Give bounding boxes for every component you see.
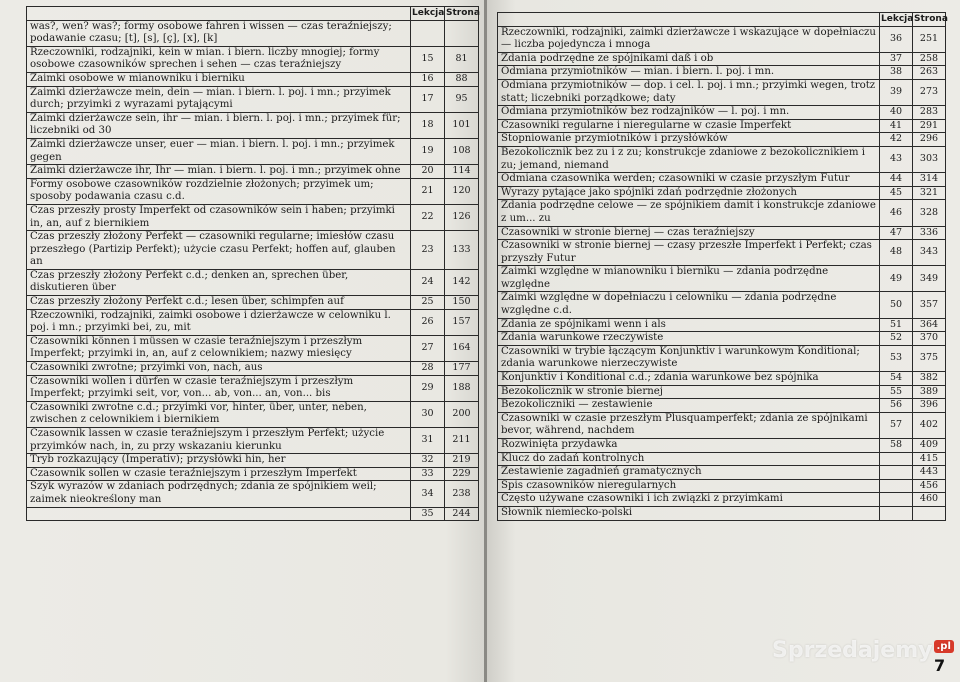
toc-lesson-number (880, 466, 913, 480)
toc-row (498, 466, 946, 480)
toc-page-number: 375 (913, 345, 946, 371)
toc-row (27, 428, 479, 454)
toc-row (498, 318, 946, 332)
toc-topic: Zaimki względne w dopełniaczu i celowniku — zdania podrzędne względne c.d. (498, 292, 880, 318)
toc-row (27, 86, 479, 112)
toc-row (498, 79, 946, 105)
toc-page-number: 219 (445, 454, 479, 468)
toc-row (27, 507, 479, 521)
toc-row (27, 138, 479, 164)
right-toc-table (497, 12, 946, 521)
toc-lesson-number: 39 (880, 79, 913, 105)
toc-page-number: 336 (913, 226, 946, 240)
toc-page-number (913, 506, 946, 520)
toc-page-number: 142 (445, 269, 479, 295)
toc-row (27, 20, 479, 46)
toc-topic: Klucz do zadań kontrolnych (498, 452, 880, 466)
toc-lesson-number: 19 (411, 138, 445, 164)
toc-topic: Czasowniki w czasie przeszłym Plusquamperfekt; zdania ze spójnikami bevor, während, nachdem (498, 412, 880, 438)
toc-row (27, 112, 479, 138)
toc-topic: Czas przeszły złożony Perfekt c.d.; denken an, sprechen über, diskutieren über (27, 269, 411, 295)
toc-topic: Zaimki dzierżawcze ihr, Ihr — mian. i biern. l. poj. i mn.; przyimek ohne (27, 165, 411, 179)
toc-page-number: 263 (913, 66, 946, 80)
toc-row (498, 66, 946, 80)
toc-topic: Zaimki dzierżawcze sein, ihr — mian. i biern. l. poj. i mn.; przyimek für; liczebniki od 30 (27, 112, 411, 138)
toc-page-number: 108 (445, 138, 479, 164)
toc-row (498, 493, 946, 507)
toc-row (27, 467, 479, 481)
toc-page-number: 133 (445, 231, 479, 270)
toc-lesson-number: 25 (411, 296, 445, 310)
toc-page-number: 389 (913, 385, 946, 399)
toc-lesson-number: 33 (411, 467, 445, 481)
topic-column-header (498, 13, 880, 27)
toc-row (498, 186, 946, 200)
toc-lesson-number: 47 (880, 226, 913, 240)
toc-topic: Czasowniki w stronie biernej — czas teraźniejszy (498, 226, 880, 240)
toc-page-number: 296 (913, 133, 946, 147)
toc-lesson-number: 50 (880, 292, 913, 318)
toc-page-number: 244 (445, 507, 479, 521)
toc-page-number (445, 20, 479, 46)
toc-row (27, 178, 479, 204)
toc-topic: Zdania podrzędne ze spójnikami daß i ob (498, 52, 880, 66)
toc-topic: Bezokolicznik bez zu i z zu; konstrukcje zdaniowe z bezokolicznikiem i zu; jemand, niemand (498, 146, 880, 172)
toc-topic: Czas przeszły prosty Imperfekt od czasowników sein i haben; przyimki in, an, auf z biernikiem (27, 204, 411, 230)
toc-lesson-number: 18 (411, 112, 445, 138)
toc-page-number: 211 (445, 428, 479, 454)
left-toc-body (27, 20, 479, 521)
toc-row (27, 72, 479, 86)
toc-page-number: 229 (445, 467, 479, 481)
toc-topic: Rzeczowniki, rodzajniki, kein w mian. i biern. liczby mnogiej; formy osobowe czasowników sprechen i sehen — czas teraźniejszy (27, 46, 411, 72)
toc-topic: Odmiana czasownika werden; czasowniki w czasie przyszłym Futur (498, 173, 880, 187)
toc-lesson-number: 48 (880, 240, 913, 266)
toc-topic: Czasownik lassen w czasie teraźniejszym i przeszłym Perfekt; użycie przyimków nach, in, zu przy wskazaniu kierunku (27, 428, 411, 454)
toc-lesson-number: 30 (411, 401, 445, 427)
toc-lesson-number: 44 (880, 173, 913, 187)
toc-lesson-number: 40 (880, 106, 913, 120)
toc-row (27, 362, 479, 376)
toc-lesson-number (880, 479, 913, 493)
toc-page-number: 95 (445, 86, 479, 112)
lekcja-column-header: Lekcja (411, 7, 445, 21)
toc-lesson-number: 43 (880, 146, 913, 172)
lekcja-column-header: Lekcja (880, 13, 913, 27)
toc-topic: Wyrazy pytające jako spójniki zdań podrzędnie złożonych (498, 186, 880, 200)
strona-column-header: Strona (913, 13, 946, 27)
toc-row (27, 296, 479, 310)
left-toc-table (26, 6, 479, 521)
right-toc-header (498, 13, 946, 27)
toc-topic: Bezokolicznik w stronie biernej (498, 385, 880, 399)
toc-page-number: 120 (445, 178, 479, 204)
toc-topic: Czasowniki können i müssen w czasie teraźniejszym i przeszłym Imperfekt; przyimki in, an, auf z celownikiem; nazwy miesięcy (27, 335, 411, 361)
toc-lesson-number: 29 (411, 375, 445, 401)
toc-page-number: 164 (445, 335, 479, 361)
toc-row (498, 439, 946, 453)
toc-row (498, 146, 946, 172)
toc-page-number: 456 (913, 479, 946, 493)
right-toc-body (498, 26, 946, 520)
toc-topic: Czasowniki w stronie biernej — czasy przeszłe Imperfekt i Perfekt; czas przyszły Futur (498, 240, 880, 266)
toc-topic: Czasowniki zwrotne c.d.; przyimki vor, hinter, über, unter, neben, zwischen z celownikiem i biernikiem (27, 401, 411, 427)
toc-page-number: 238 (445, 481, 479, 507)
toc-lesson-number: 46 (880, 200, 913, 226)
toc-topic: Czasowniki w trybie łączącym Konjunktiv i warunkowym Konditional; zdania warunkowe nierzeczywiste (498, 345, 880, 371)
toc-page-number: 303 (913, 146, 946, 172)
toc-row (27, 335, 479, 361)
toc-row (498, 452, 946, 466)
toc-row (27, 309, 479, 335)
toc-topic: Słownik niemiecko-polski (498, 506, 880, 520)
toc-lesson-number: 51 (880, 318, 913, 332)
toc-lesson-number (880, 493, 913, 507)
sprzedajemy-watermark (772, 638, 954, 663)
toc-topic: Zdania podrzędne celowe — ze spójnikiem damit i konstrukcje zdaniowe z um... zu (498, 200, 880, 226)
toc-lesson-number: 53 (880, 345, 913, 371)
toc-lesson-number: 34 (411, 481, 445, 507)
toc-row (498, 345, 946, 371)
toc-topic: Zestawienie zagadnień gramatycznych (498, 466, 880, 480)
toc-topic: Bezokoliczniki — zestawienie (498, 399, 880, 413)
toc-row (498, 26, 946, 52)
toc-topic: Czasownik sollen w czasie teraźniejszym i przeszłym Imperfekt (27, 467, 411, 481)
toc-lesson-number: 35 (411, 507, 445, 521)
left-toc-header (27, 7, 479, 21)
toc-lesson-number: 37 (880, 52, 913, 66)
toc-row (498, 479, 946, 493)
topic-column-header (27, 7, 411, 21)
toc-topic: Czas przeszły złożony Perfekt — czasowniki regularne; imiesłów czasu przeszłego (Partizip Perfekt); użycie czasu Perfekt; hoffen auf, glauben an (27, 231, 411, 270)
toc-page-number: 157 (445, 309, 479, 335)
toc-page-number: 150 (445, 296, 479, 310)
toc-row (498, 226, 946, 240)
toc-page-number: 273 (913, 79, 946, 105)
toc-page-number: 415 (913, 452, 946, 466)
toc-topic: Rzeczowniki, rodzajniki, zaimki dzierżawcze i wskazujące w dopełniaczu — liczba pojedyncza i mnoga (498, 26, 880, 52)
toc-page-number: 314 (913, 173, 946, 187)
toc-page-number: 258 (913, 52, 946, 66)
toc-lesson-number: 36 (880, 26, 913, 52)
toc-topic: Czas przeszły złożony Perfekt c.d.; lesen über, schimpfen auf (27, 296, 411, 310)
toc-topic: Rozwinięta przydawka (498, 439, 880, 453)
toc-topic: Odmiana przymiotników bez rodzajników — l. poj. i mn. (498, 106, 880, 120)
toc-row (498, 240, 946, 266)
toc-lesson-number: 26 (411, 309, 445, 335)
toc-lesson-number: 20 (411, 165, 445, 179)
toc-page-number: 321 (913, 186, 946, 200)
toc-row (27, 231, 479, 270)
toc-topic: Formy osobowe czasowników rozdzielnie złożonych; przyimek um; sposoby podawania czasu c.d. (27, 178, 411, 204)
toc-topic (27, 507, 411, 521)
strona-column-header: Strona (445, 7, 479, 21)
right-page (487, 0, 960, 682)
toc-topic: Zaimki względne w mianowniku i bierniku — zdania podrzędne względne (498, 266, 880, 292)
toc-lesson-number: 45 (880, 186, 913, 200)
toc-lesson-number: 41 (880, 119, 913, 133)
toc-lesson-number: 58 (880, 439, 913, 453)
toc-page-number: 460 (913, 493, 946, 507)
toc-row (27, 204, 479, 230)
toc-page-number: 349 (913, 266, 946, 292)
toc-lesson-number: 49 (880, 266, 913, 292)
toc-row (498, 106, 946, 120)
toc-page-number: 357 (913, 292, 946, 318)
toc-lesson-number (880, 506, 913, 520)
toc-topic: Zdania warunkowe rzeczywiste (498, 332, 880, 346)
toc-topic: Czasowniki regularne i nieregularne w czasie Imperfekt (498, 119, 880, 133)
toc-lesson-number: 21 (411, 178, 445, 204)
toc-topic: Spis czasowników nieregularnych (498, 479, 880, 493)
toc-row (498, 200, 946, 226)
toc-page-number: 283 (913, 106, 946, 120)
toc-page-number: 343 (913, 240, 946, 266)
toc-topic: Czasowniki zwrotne; przyimki von, nach, aus (27, 362, 411, 376)
toc-lesson-number: 22 (411, 204, 445, 230)
toc-lesson-number: 23 (411, 231, 445, 270)
toc-lesson-number: 42 (880, 133, 913, 147)
toc-row (498, 52, 946, 66)
toc-row (27, 401, 479, 427)
toc-row (27, 165, 479, 179)
toc-topic: was?, wen? was?; formy osobowe fahren i wissen — czas teraźniejszy; podawanie czasu; [t], [s], [ç], [x], [k] (27, 20, 411, 46)
toc-lesson-number: 38 (880, 66, 913, 80)
toc-page-number: 81 (445, 46, 479, 72)
toc-topic: Odmiana przymiotników — mian. i biern. l. poj. i mn. (498, 66, 880, 80)
toc-row (498, 412, 946, 438)
toc-row (498, 399, 946, 413)
toc-lesson-number: 54 (880, 372, 913, 386)
toc-lesson-number: 24 (411, 269, 445, 295)
toc-page-number: 382 (913, 372, 946, 386)
toc-lesson-number: 52 (880, 332, 913, 346)
toc-topic: Często używane czasowniki i ich związki z przyimkami (498, 493, 880, 507)
toc-page-number: 396 (913, 399, 946, 413)
toc-row (498, 119, 946, 133)
toc-row (498, 173, 946, 187)
toc-row (27, 375, 479, 401)
toc-page-number: 364 (913, 318, 946, 332)
toc-page-number: 409 (913, 439, 946, 453)
toc-row (27, 481, 479, 507)
toc-lesson-number: 27 (411, 335, 445, 361)
toc-topic: Zaimki dzierżawcze unser, euer — mian. i biern. l. poj. i mn.; przyimek gegen (27, 138, 411, 164)
page-number: 7 (934, 656, 946, 675)
toc-topic: Zaimki dzierżawcze mein, dein — mian. i biern. l. poj. i mn.; przyimek durch; przyimki z wyrazami pytającymi (27, 86, 411, 112)
toc-page-number: 188 (445, 375, 479, 401)
toc-page-number: 370 (913, 332, 946, 346)
toc-page-number: 328 (913, 200, 946, 226)
toc-lesson-number: 32 (411, 454, 445, 468)
toc-topic: Szyk wyrazów w zdaniach podrzędnych; zdania ze spójnikiem weil; zaimek nieokreślony man (27, 481, 411, 507)
toc-row (498, 385, 946, 399)
toc-page-number: 251 (913, 26, 946, 52)
toc-lesson-number: 15 (411, 46, 445, 72)
toc-lesson-number: 28 (411, 362, 445, 376)
toc-row (498, 266, 946, 292)
toc-lesson-number (411, 20, 445, 46)
toc-row (498, 332, 946, 346)
toc-lesson-number: 16 (411, 72, 445, 86)
toc-page-number: 177 (445, 362, 479, 376)
toc-topic: Zdania ze spójnikami wenn i als (498, 318, 880, 332)
toc-row (27, 46, 479, 72)
toc-lesson-number: 31 (411, 428, 445, 454)
toc-topic: Odmiana przymiotników — dop. i cel. l. poj. i mn.; przyimki wegen, trotz statt; liczebniki porządkowe; daty (498, 79, 880, 105)
toc-topic: Czasowniki wollen i dürfen w czasie teraźniejszym i przeszłym Imperfekt; przyimki seit, vor, von... ab, von... an, von... bis (27, 375, 411, 401)
toc-page-number: 114 (445, 165, 479, 179)
watermark-badge: .pl (934, 640, 954, 653)
toc-row (498, 292, 946, 318)
toc-topic: Stopniowanie przymiotników i przysłówków (498, 133, 880, 147)
toc-lesson-number: 55 (880, 385, 913, 399)
watermark-text: Sprzedajemy (772, 638, 933, 663)
toc-topic: Konjunktiv i Konditional c.d.; zdania warunkowe bez spójnika (498, 372, 880, 386)
toc-topic: Rzeczowniki, rodzajniki, zaimki osobowe i dzierżawcze w celowniku l. poj. i mn.; przyimki bei, zu, mit (27, 309, 411, 335)
toc-row (27, 454, 479, 468)
toc-topic: Tryb rozkazujący (Imperativ); przysłówki hin, her (27, 454, 411, 468)
toc-page-number: 402 (913, 412, 946, 438)
toc-row (27, 269, 479, 295)
toc-row (498, 372, 946, 386)
toc-topic: Zaimki osobowe w mianowniku i bierniku (27, 72, 411, 86)
toc-lesson-number: 57 (880, 412, 913, 438)
toc-page-number: 88 (445, 72, 479, 86)
toc-page-number: 443 (913, 466, 946, 480)
toc-page-number: 200 (445, 401, 479, 427)
toc-page-number: 101 (445, 112, 479, 138)
toc-page-number: 126 (445, 204, 479, 230)
toc-lesson-number: 17 (411, 86, 445, 112)
toc-row (498, 133, 946, 147)
toc-row (498, 506, 946, 520)
toc-page-number: 291 (913, 119, 946, 133)
toc-lesson-number (880, 452, 913, 466)
toc-lesson-number: 56 (880, 399, 913, 413)
